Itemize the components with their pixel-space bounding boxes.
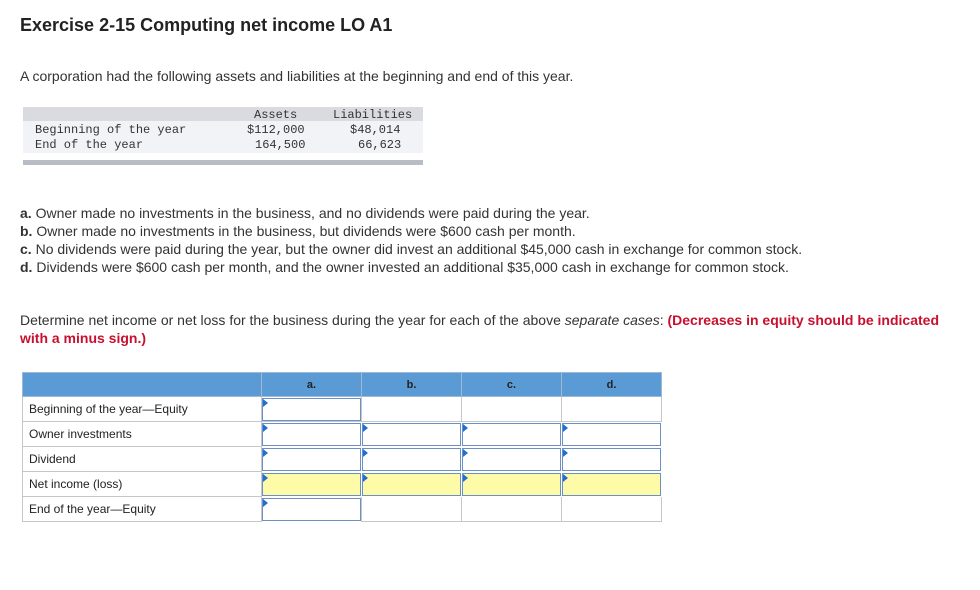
input-b-owner-investments[interactable] <box>362 423 461 446</box>
input-a-dividend[interactable] <box>262 448 361 471</box>
cell-c-beginning-equity <box>461 397 562 422</box>
cell-b-beginning-equity <box>361 397 462 422</box>
intro-text: A corporation had the following assets and liabilities at the beginning and end of this year. <box>20 68 574 84</box>
balance-table <box>23 107 423 165</box>
input-flag-icon <box>263 499 268 507</box>
input-flag-icon <box>563 424 568 432</box>
input-a-beginning-equity[interactable] <box>262 398 361 421</box>
input-a-end-equity[interactable] <box>262 498 361 521</box>
col-header-c: c. <box>461 372 562 397</box>
row-label-dividend: Dividend <box>22 447 262 472</box>
input-c-dividend[interactable] <box>462 448 561 471</box>
row-label-owner-investments: Owner investments <box>22 422 262 447</box>
case-c: c. No dividends were paid during the year, but the owner did invest an additional $45,000 cash in exchange for common stock. <box>20 241 803 257</box>
input-c-net-income[interactable] <box>462 473 561 496</box>
input-flag-icon <box>563 449 568 457</box>
input-d-net-income[interactable] <box>562 473 661 496</box>
cell-c-end-equity <box>461 497 562 522</box>
input-flag-icon <box>263 424 268 432</box>
input-flag-icon <box>263 474 268 482</box>
input-flag-icon <box>263 449 268 457</box>
case-list <box>20 204 802 276</box>
input-flag-icon <box>363 474 368 482</box>
col-header-a: a. <box>261 372 362 397</box>
liabilities-end: 66,623 <box>358 138 402 152</box>
liabilities-header: Liabilities <box>333 108 413 122</box>
cell-d-beginning-equity <box>561 397 662 422</box>
input-flag-icon <box>463 474 468 482</box>
input-a-owner-investments[interactable] <box>262 423 361 446</box>
col-header-b: b. <box>361 372 462 397</box>
input-flag-icon <box>563 474 568 482</box>
exercise-title: Exercise 2-15 Computing net income LO A1 <box>20 15 393 35</box>
input-flag-icon <box>263 399 268 407</box>
assets-beginning: $112,000 <box>247 123 305 137</box>
assets-header: Assets <box>254 108 298 122</box>
row-label-end: End of the year <box>35 138 144 152</box>
case-a: a. Owner made no investments in the business, and no dividends were paid during the year. <box>20 205 590 221</box>
table-footer-bar <box>23 160 423 165</box>
instructions: Determine net income or net loss for the business during the year for each of the above separate cases: (Decreases in equity should be indicated with a minus sign.) <box>20 312 940 346</box>
input-d-owner-investments[interactable] <box>562 423 661 446</box>
col-header-d: d. <box>561 372 662 397</box>
row-label-beginning: Beginning of the year <box>35 123 187 137</box>
input-flag-icon <box>463 424 468 432</box>
input-b-dividend[interactable] <box>362 448 461 471</box>
assets-end: 164,500 <box>255 138 306 152</box>
input-a-net-income[interactable] <box>262 473 361 496</box>
input-flag-icon <box>363 449 368 457</box>
grid-header-blank <box>22 372 262 397</box>
minus-sign-note: (Decreases in equity should be indicated with a minus sign.) <box>20 312 940 346</box>
input-b-net-income[interactable] <box>362 473 461 496</box>
case-b: b. Owner made no investments in the business, but dividends were $600 cash per month. <box>20 223 576 239</box>
cell-b-end-equity <box>361 497 462 522</box>
cell-d-end-equity <box>561 497 662 522</box>
input-flag-icon <box>363 424 368 432</box>
input-d-dividend[interactable] <box>562 448 661 471</box>
row-label-beginning-equity: Beginning of the year—Equity <box>22 397 262 422</box>
row-label-end-equity: End of the year—Equity <box>22 497 262 522</box>
case-d: d. Dividends were $600 cash per month, and the owner invested an additional $35,000 cash in exchange for common stock. <box>20 259 789 275</box>
row-label-net-income: Net income (loss) <box>22 472 262 497</box>
liabilities-beginning: $48,014 <box>350 123 401 137</box>
input-c-owner-investments[interactable] <box>462 423 561 446</box>
input-flag-icon <box>463 449 468 457</box>
